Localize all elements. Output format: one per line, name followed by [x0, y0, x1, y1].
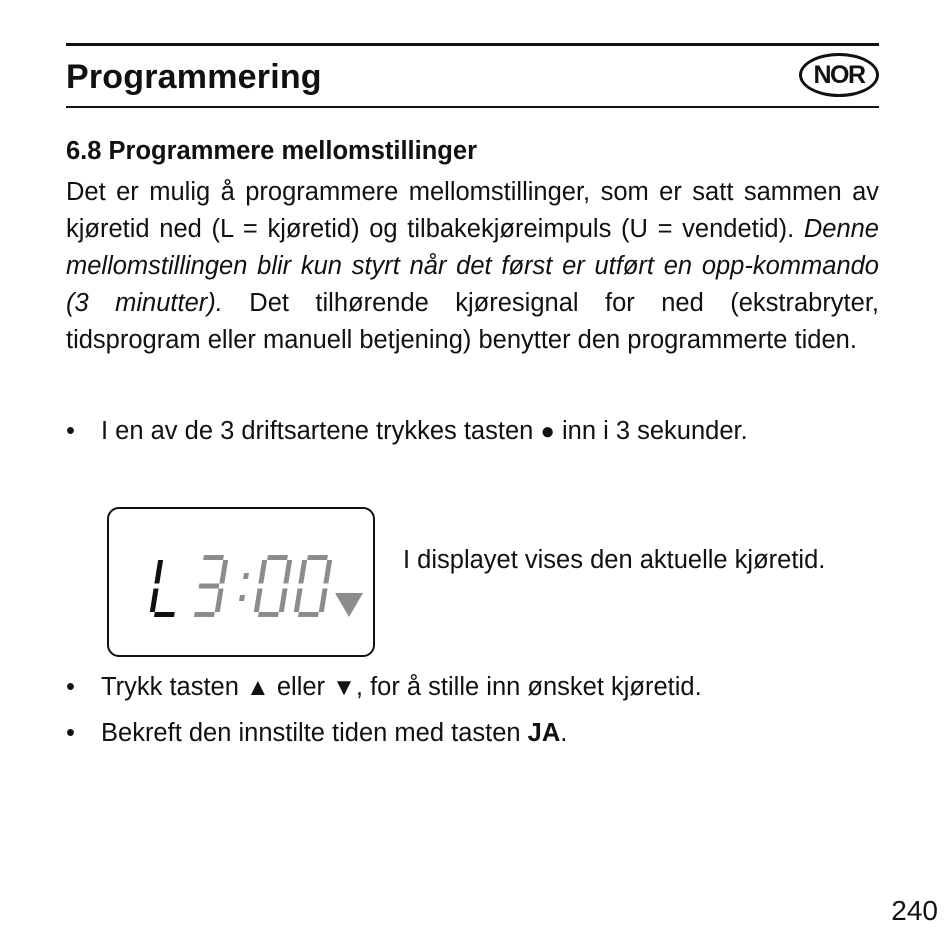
para-italic-text: Denne mellomstillingen blir kun styrt når det først er utført en opp-kommando (3 minutter). [66, 215, 879, 317]
lcd-segment-4-a [307, 555, 328, 560]
lcd-colon-dot-1 [239, 595, 245, 601]
display-caption: I displayet vises den aktuelle kjøretid. [403, 546, 826, 574]
list-item-text [101, 669, 879, 706]
lcd-readout [109, 509, 377, 659]
lcd-segment-1-a [203, 555, 224, 560]
header-rule [66, 106, 879, 108]
ja-key-label: JA [527, 719, 561, 747]
lcd-segment-0-e [150, 589, 159, 613]
round-key-icon: ● [540, 418, 555, 445]
lcd-segment-3-f [258, 560, 267, 584]
lcd-segment-1-c [215, 589, 224, 613]
lcd-segment-4-b [323, 560, 332, 584]
down-triangle-icon [335, 593, 363, 617]
list-item-text-part: . [560, 719, 568, 747]
list-item [66, 715, 879, 752]
bullet-icon: • [66, 673, 75, 701]
lcd-segment-3-e [254, 589, 263, 613]
lcd-colon-dot-0 [243, 573, 249, 579]
lcd-segment-0-d [154, 612, 175, 617]
list-item-text-part: Bekreft den innstilte tiden med tasten [101, 719, 528, 747]
list-item-text-part: I en av de 3 driftsartene trykkes tasten [101, 417, 541, 445]
bullet-icon: • [66, 417, 75, 445]
list-item-text-part: , for å stille inn ønsket kjøretid. [355, 673, 702, 701]
language-badge: NOR [799, 53, 879, 97]
page-header [66, 46, 879, 106]
lcd-segment-1-g [199, 584, 220, 589]
list-item-text-part: eller [269, 673, 333, 701]
list-item-text-part: Trykk tasten [101, 673, 247, 701]
list-item-text [101, 413, 879, 450]
section-heading: 6.8 Programmere mellomstillinger [66, 137, 477, 165]
para-text-1: Det er mulig å programmere mellomstillinger, som er satt sammen av kjøretid ned (L = kjøretid) og tilbakekjøreimpuls (U = vendetid). [66, 178, 879, 243]
lcd-segment-3-b [283, 560, 292, 584]
page-title: Programmering [66, 58, 322, 96]
para-text-2: Det tilhørende kjøresignal for ned (ekstrabryter, tidsprogram eller manuell betjening) benytter den programmerte tiden. [66, 289, 879, 354]
lcd-segment-3-c [279, 589, 288, 613]
lcd-segment-1-b [219, 560, 228, 584]
bullet-icon: • [66, 719, 75, 747]
list-item [66, 413, 879, 450]
list-item-text [101, 715, 879, 752]
lcd-display [107, 507, 375, 657]
list-item [66, 669, 879, 706]
lcd-segment-4-c [319, 589, 328, 613]
page-number: 240 [891, 895, 938, 926]
down-arrow-key-icon: ▼ [332, 674, 356, 701]
lcd-segment-4-f [298, 560, 307, 584]
intro-paragraph [66, 174, 879, 359]
list-item-text-part: inn i 3 sekunder. [554, 417, 748, 445]
lcd-segment-4-e [294, 589, 303, 613]
lcd-segment-3-d [258, 612, 279, 617]
lcd-segment-3-a [267, 555, 288, 560]
lcd-segment-4-d [298, 612, 319, 617]
up-arrow-key-icon: ▲ [246, 674, 270, 701]
lcd-segment-0-f [154, 560, 163, 584]
lcd-segment-1-d [194, 612, 215, 617]
